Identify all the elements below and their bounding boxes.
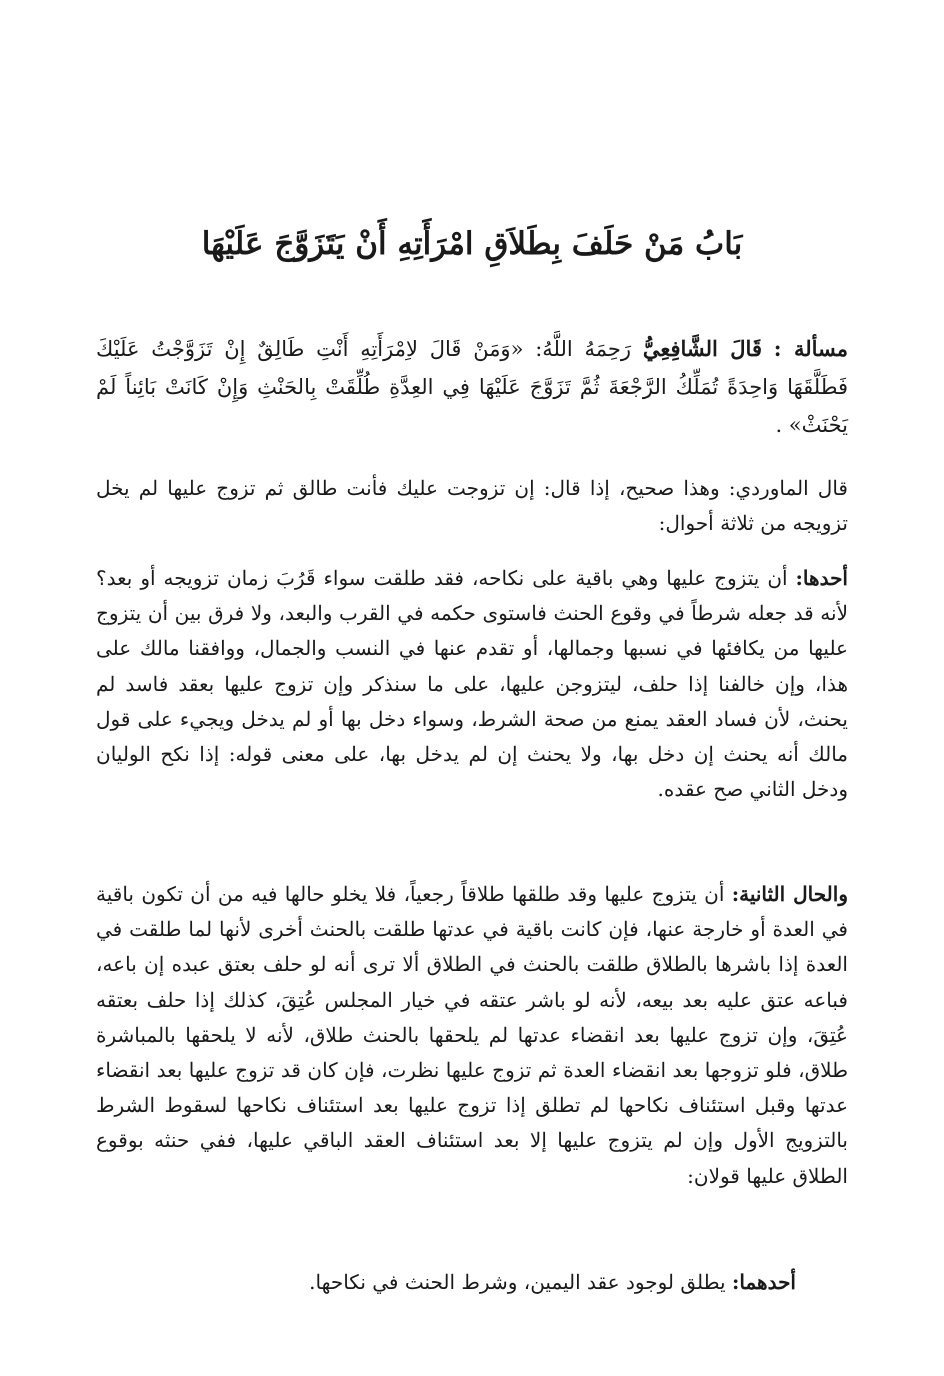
mawardi-paragraph: قال الماوردي: وهذا صحيح، إذا قال: إن تزوجت عليك فأنت طالق ثم تزوج عليها لم يخل تزويجه من ثلاثة أحوال:	[96, 476, 848, 535]
second-case-text: أن يتزوج عليها وقد طلقها طلاقاً رجعياً، فلا يخلو حالها فيه من أن تكون باقية في العدة أو خارجة عنها، فإن كانت باقية في عدتها طلقت بالحنث أخرى لأنها لما طلقت في العدة إذا باشرها بالطلاق طلقت بالحنث في الطلاق ألا ترى أنه لو حلف بعتق عبده إن باعه، فباعه عتق عليه بعد بيعه، لأنه لو باشر عتقه في خيار المجلس عُتِقَ، كذلك إذا حلف بعتقه عُتِقَ، وإن تزوج عليها بعد انقضاء عدتها لم يلحقها بالحنث طلاق، لأنه لا يلحقها بالمباشرة طلاق، فلو تزوجها بعد انقضاء العدة ثم تزوج عليها نظرت، فإن كان قد تزوج عليها بعد انقضاء عدتها وقبل استئناف نكاحها لم تطلق إذا تزوج عليها بعد استئناف نكاحها لسقوط الشرط بالتزويج الأول وإن لم يتزوج عليها إلا بعد استئناف العقد الباقي عليها، ففي حنثه بوقوع الطلاق عليها قولان:	[96, 882, 848, 1188]
first-opinion-paragraph	[96, 1265, 848, 1300]
book-page	[96, 0, 848, 1376]
first-opinion-lead: أحدهما:	[731, 1270, 796, 1294]
masala-speaker: قَالَ الشَّافِعِيُّ	[642, 336, 762, 361]
first-opinion-text: يطلق لوجود عقد اليمين، وشرط الحنث في نكاحها.	[309, 1270, 732, 1294]
second-case-paragraph	[96, 877, 848, 1194]
first-case-text: أن يتزوج عليها وهي باقية على نكاحه، فقد طلقت سواء قَرُبَ زمان تزويجه أو بعد؟ لأنه قد جعله شرطاً في وقوع الحنث فاستوى حكمه في القرب والبعد، ولا فرق بين أن يتزوج عليها من يكافئها في نسبها وجمالها، أو تقدم عنها في النسب والجمال، ووافقنا مالك على هذا، وإن خالفنا إذا حلف، ليتزوجن عليها، على ما سنذكر وإن تزوج عليها بعقد فاسد لم يحنث، لأن فساد العقد يمنع من صحة الشرط، وسواء دخل بها أو لم يدخل ويجيء على قول مالك أنه يحنث إن دخل بها، ولا يحنث إن لم يدخل بها، على معنى قوله: إذا نكح الوليان ودخل الثاني صح عقده.	[96, 566, 849, 802]
masala-paragraph	[96, 330, 848, 444]
masala-text: رَحِمَهُ اللَّهُ: «وَمَنْ قَالَ لاِمْرَأَتِهِ أَنْتِ طَالِقٌ إِنْ تَزَوَّجْتُ عَلَيْكَ فَطَلَّقَهَا وَاحِدَةً تُمَلِّكُ الرَّجْعَةَ ثُمَّ تَزَوَّجَ عَلَيْهَا فِي العِدَّةِ طُلِّقَتْ بِالحَنْثِ وَإِنْ كَانَتْ بَائِناً لَمْ يَحْنَثْ» .	[96, 337, 848, 437]
second-case-lead: والحال الثانية:	[731, 882, 848, 906]
first-case-lead: أحدها:	[795, 566, 848, 590]
first-case-paragraph	[96, 561, 848, 807]
masala-label: مسألة :	[773, 336, 848, 361]
chapter-title: بَابُ مَنْ حَلَفَ بِطَلاَقِ امْرَأَتِهِ أَنْ يَتَزَوَّجَ عَلَيْهَا	[201, 226, 743, 262]
